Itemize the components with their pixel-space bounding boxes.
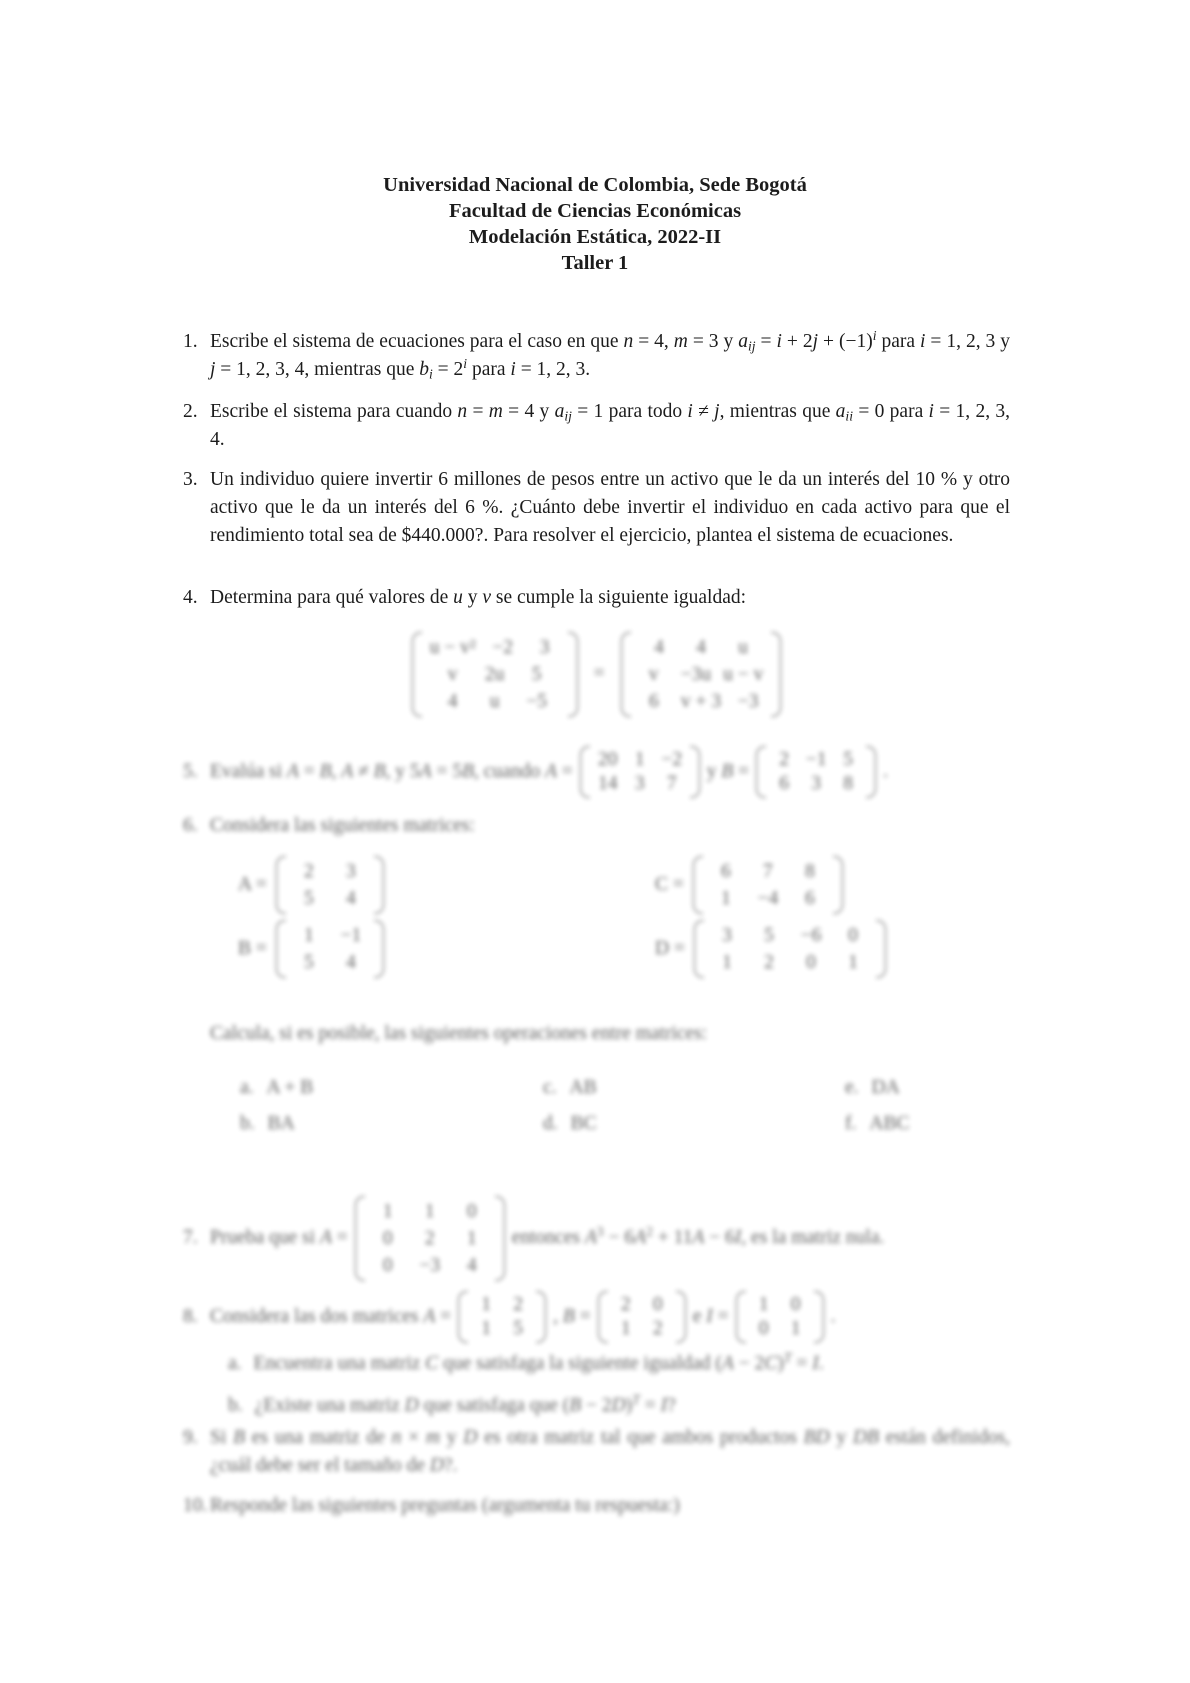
document-header — [0, 172, 1190, 276]
problem-8-number: 8. — [183, 1306, 198, 1327]
problem-9-text: Si B es una matriz de n × m y D es otra matriz tal que ambos productos BD y DB están definidos, ¿cuál debe ser el tamaño de D?. — [210, 1427, 1011, 1476]
problem-7 — [183, 1186, 1010, 1290]
operation-d-expr: BC — [570, 1113, 597, 1134]
right-paren-icon — [866, 746, 876, 798]
operation-f-expr: ABC — [869, 1113, 910, 1134]
problem-8b-text: ¿Existe una matriz D que satisfaga que $(B - 2D)^T = I$? — [254, 1392, 676, 1416]
operation-c-expr: AB — [569, 1077, 597, 1098]
problem-10 — [183, 1492, 1010, 1520]
problem-5-number: 5. — [183, 761, 198, 782]
problem-5-text-mid: y B = — [706, 761, 750, 782]
problem-7-text-post: entonces $A^3 - 6A^2 + 11A - 6I$, es la matriz nula. — [511, 1224, 885, 1248]
left-paren-icon — [276, 856, 286, 914]
operation-a — [240, 1074, 313, 1102]
operation-e-label: e. — [845, 1077, 859, 1098]
operation-c-label: c. — [543, 1077, 557, 1098]
operation-a-label: a. — [240, 1077, 254, 1098]
left-paren-icon — [598, 1291, 608, 1343]
header-course: Modelación Estática, 2022-II — [468, 226, 722, 248]
left-paren-icon — [580, 746, 590, 798]
matrix-a: 2 3 5 4 — [276, 856, 384, 914]
problem-9-number: 9. — [183, 1427, 198, 1448]
header-worksheet-title: Taller 1 — [561, 252, 629, 274]
calc-instruction-text: Calcula, si es posible, las siguientes operaciones entre matrices: — [210, 1023, 708, 1044]
left-paren-icon — [355, 1196, 365, 1281]
operation-e — [845, 1074, 900, 1102]
problem-8b — [228, 1392, 676, 1420]
right-paren-icon — [374, 920, 384, 978]
matrix-a-label: A = — [238, 874, 267, 895]
matrix-a5: 20 1 −2 14 3 7 — [580, 746, 700, 798]
problem-7-number: 7. — [183, 1227, 198, 1248]
matrix-group-d — [655, 918, 886, 980]
matrix-left-body: u − v² −2 3 v 2u 5 4 u −5 — [429, 636, 550, 712]
operation-f-label: f. — [845, 1113, 857, 1134]
equals-sign: = — [593, 663, 605, 684]
problem-6-text: Considera las siguientes matrices: — [210, 815, 475, 836]
left-paren-icon — [756, 746, 766, 798]
calc-instruction — [210, 1020, 707, 1048]
matrix-b8: 2 0 1 2 — [598, 1291, 686, 1343]
problem-2-number: 2. — [183, 401, 198, 422]
problem-7-text: Prueba que si A = — [210, 1227, 348, 1248]
right-paren-icon — [833, 856, 843, 914]
left-paren-icon — [412, 632, 422, 717]
problem-5-period: . — [883, 761, 889, 782]
problem-9 — [183, 1424, 1010, 1480]
left-paren-icon — [458, 1291, 468, 1343]
header-university: Universidad Nacional de Colombia, Sede Bogotá — [383, 174, 807, 196]
matrix-b: 1 −1 5 4 — [276, 920, 384, 978]
problem-8-text-mid1: , B = — [553, 1306, 591, 1327]
problem-10-text: Responde las siguientes preguntas (argumenta tu respuesta:) — [210, 1495, 680, 1516]
problem-1-number: 1. — [183, 331, 198, 352]
right-paren-icon — [814, 1291, 824, 1343]
right-paren-icon — [374, 856, 384, 914]
matrix-7: 1 1 0 0 2 1 0 −3 4 — [355, 1196, 505, 1281]
matrix-c: 6 7 8 1 −4 6 — [693, 856, 843, 914]
problem-8-text: Considera las dos matrices A = — [210, 1306, 452, 1327]
operation-a-expr: A + B — [266, 1077, 314, 1098]
operation-d-label: d. — [543, 1113, 558, 1134]
problem-6-number: 6. — [183, 815, 198, 836]
right-paren-icon — [690, 746, 700, 798]
right-paren-icon — [771, 632, 781, 717]
matrix-b-label: B = — [238, 938, 267, 959]
matrix-c-label: C = — [655, 874, 684, 895]
operation-b — [240, 1110, 295, 1138]
problem-8-period: . — [830, 1306, 836, 1327]
right-paren-icon — [536, 1291, 546, 1343]
matrix-a8: 1 2 1 5 — [458, 1291, 546, 1343]
problem-10-number: 10. — [183, 1495, 208, 1516]
right-paren-icon — [876, 920, 886, 978]
matrix-d-label: D = — [655, 938, 685, 959]
problem-3 — [183, 466, 1010, 550]
matrix-group-a — [238, 854, 384, 916]
operation-e-expr: DA — [871, 1077, 900, 1098]
matrix-d: 3 5 −6 0 1 2 0 1 — [694, 920, 886, 978]
problem-4-text: Determina para qué valores de u y v se cumple la siguiente igualdad: — [210, 587, 747, 608]
matrix-b5: 2 −1 5 6 3 8 — [756, 746, 876, 798]
operation-b-expr: BA — [267, 1113, 295, 1134]
right-paren-icon — [676, 1291, 686, 1343]
problem-8a-text: Encuentra una matriz C que satisfaga la siguiente igualdad $(A - 2C)^T = I$. — [253, 1350, 824, 1374]
left-paren-icon — [694, 920, 704, 978]
problem-8b-label: b. — [228, 1395, 243, 1416]
problem-1-text: Escribe el sistema de ecuaciones para el caso en que n = 4, m = 3 y aij = $i + 2j + (-1)^i$ para i = 1, 2, 3 y j = 1, 2, 3, 4, mientras que bi = $2^i$ para i = 1, 2, 3. — [210, 328, 1011, 382]
problem-5-text: Evalúa si A = B, A ≠ B, y 5A = 5B, cuando A = — [210, 761, 573, 782]
left-paren-icon — [693, 856, 703, 914]
problem-2-text: Escribe el sistema para cuando n = m = 4 y aij = 1 para todo i ≠ j, mientras que aii = 0 para i = 1, 2, 3, 4. — [210, 401, 1011, 450]
matrix-i8: 1 0 0 1 — [736, 1291, 824, 1343]
matrix-equation — [183, 630, 1010, 718]
problem-8-text-mid2: e I = — [692, 1306, 729, 1327]
right-paren-icon — [568, 632, 578, 717]
left-paren-icon — [276, 920, 286, 978]
problem-3-text: Un individuo quiere invertir 6 millones de pesos entre un activo que le da un interés del 10 % y otro activo que le da un interés del 6 %. ¿Cuánto debe invertir el individuo en cada activo para que el rendimiento total sea de $440.000?. Para resolver el ejercicio, plantea el sistema de ecuaciones. — [210, 469, 1010, 546]
operation-d — [543, 1110, 597, 1138]
matrix-equation-left — [412, 632, 578, 717]
operation-f — [845, 1110, 909, 1138]
right-paren-icon — [495, 1196, 505, 1281]
header-faculty: Facultad de Ciencias Económicas — [448, 200, 742, 222]
operation-b-label: b. — [240, 1113, 255, 1134]
problem-2 — [183, 398, 1010, 454]
matrix-right-body: 4 4 u v −3u u − v 6 v + 3 −3 — [648, 636, 764, 712]
problem-6 — [183, 812, 1010, 840]
problem-8a — [228, 1350, 824, 1378]
matrix-equation-right — [621, 632, 782, 717]
operation-c — [543, 1074, 597, 1102]
problem-1 — [183, 328, 1010, 384]
problem-8 — [183, 1286, 1010, 1348]
left-paren-icon — [621, 632, 631, 717]
problem-5 — [183, 740, 1010, 804]
problem-4-number: 4. — [183, 587, 198, 608]
left-paren-icon — [736, 1291, 746, 1343]
problem-8a-label: a. — [228, 1353, 242, 1374]
problem-4 — [183, 584, 1010, 612]
matrix-group-b — [238, 918, 384, 980]
matrix-group-c — [655, 854, 843, 916]
problem-3-number: 3. — [183, 469, 198, 490]
